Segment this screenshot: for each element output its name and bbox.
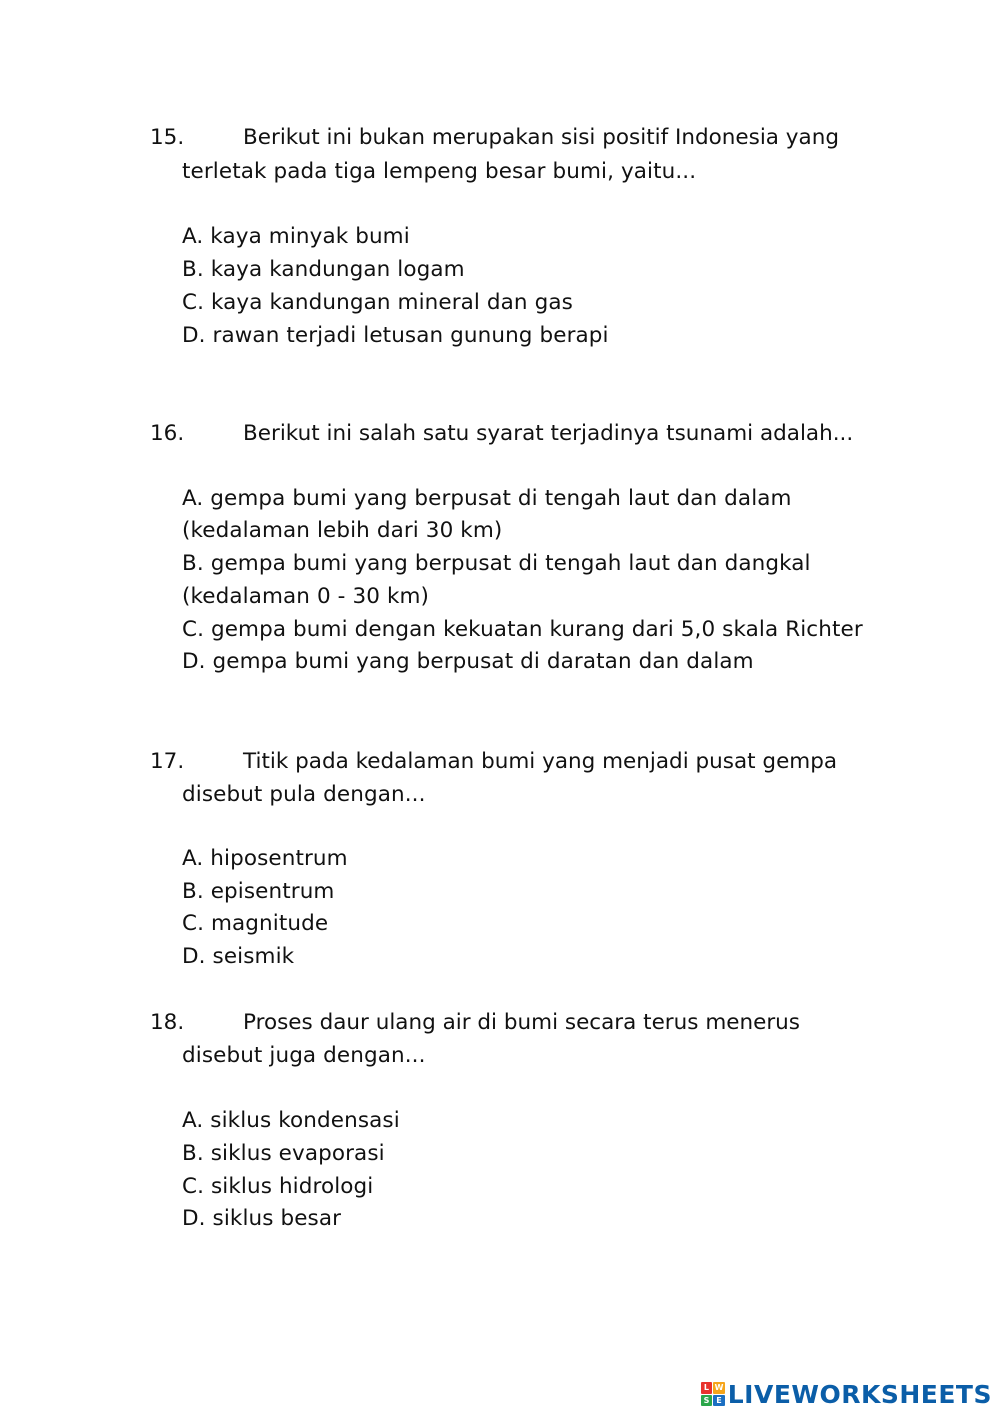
question-number: 18.	[150, 1010, 185, 1035]
answer-option-b[interactable]: B. siklus evaporasi	[182, 1141, 385, 1166]
answer-option-a[interactable]: A. hiposentrum	[182, 846, 348, 871]
answer-option-b[interactable]: B. gempa bumi yang berpusat di tengah laut dan dangkal	[182, 551, 811, 576]
question-stem: Titik pada kedalaman bumi yang menjadi pusat gempa	[243, 749, 838, 774]
answer-option-a[interactable]: A. siklus kondensasi	[182, 1108, 400, 1133]
logo-tiles-icon	[701, 1382, 725, 1406]
answer-option-c[interactable]: C. siklus hidrologi	[182, 1174, 374, 1199]
logo-tile: W	[714, 1383, 724, 1392]
question-number: 16.	[150, 421, 185, 446]
answer-option-c[interactable]: C. gempa bumi dengan kekuatan kurang dari 5,0 skala Richter	[182, 617, 863, 642]
answer-option-d[interactable]: D. siklus besar	[182, 1206, 342, 1231]
question-stem: Berikut ini salah satu syarat terjadinya tsunami adalah...	[243, 421, 854, 446]
logo-tile: L	[701, 1382, 713, 1394]
answer-option-b[interactable]: B. kaya kandungan logam	[182, 257, 465, 282]
question-stem-continued: terletak pada tiga lempeng besar bumi, yaitu...	[182, 159, 697, 184]
answer-option-d[interactable]: D. rawan terjadi letusan gunung berapi	[182, 323, 609, 348]
question-stem-continued: disebut pula dengan...	[182, 782, 426, 807]
question-stem: Berikut ini bukan merupakan sisi positif Indonesia yang	[243, 125, 839, 150]
question-stem-continued: disebut juga dengan...	[182, 1043, 426, 1068]
liveworksheets-logo	[701, 1379, 992, 1409]
answer-option-d[interactable]: D. seismik	[182, 944, 295, 969]
answer-option-c[interactable]: C. kaya kandungan mineral dan gas	[182, 290, 573, 315]
question-stem: Proses daur ulang air di bumi secara terus menerus	[243, 1010, 801, 1035]
question-number: 15.	[150, 125, 185, 150]
answer-option-a[interactable]: A. kaya minyak bumi	[182, 224, 410, 249]
logo-tile: S	[701, 1395, 713, 1407]
answer-option-c[interactable]: C. magnitude	[182, 911, 329, 936]
answer-option-b-continued[interactable]: (kedalaman 0 - 30 km)	[182, 584, 430, 609]
answer-option-a[interactable]: A. gempa bumi yang berpusat di tengah laut dan dalam	[182, 486, 792, 511]
answer-option-a-continued[interactable]: (kedalaman lebih dari 30 km)	[182, 518, 503, 543]
logo-text: LIVEWORKSHEETS	[727, 1379, 992, 1409]
answer-option-d[interactable]: D. gempa bumi yang berpusat di daratan dan dalam	[182, 649, 754, 674]
logo-tile: E	[713, 1395, 725, 1407]
answer-option-b[interactable]: B. episentrum	[182, 879, 335, 904]
question-number: 17.	[150, 749, 185, 774]
